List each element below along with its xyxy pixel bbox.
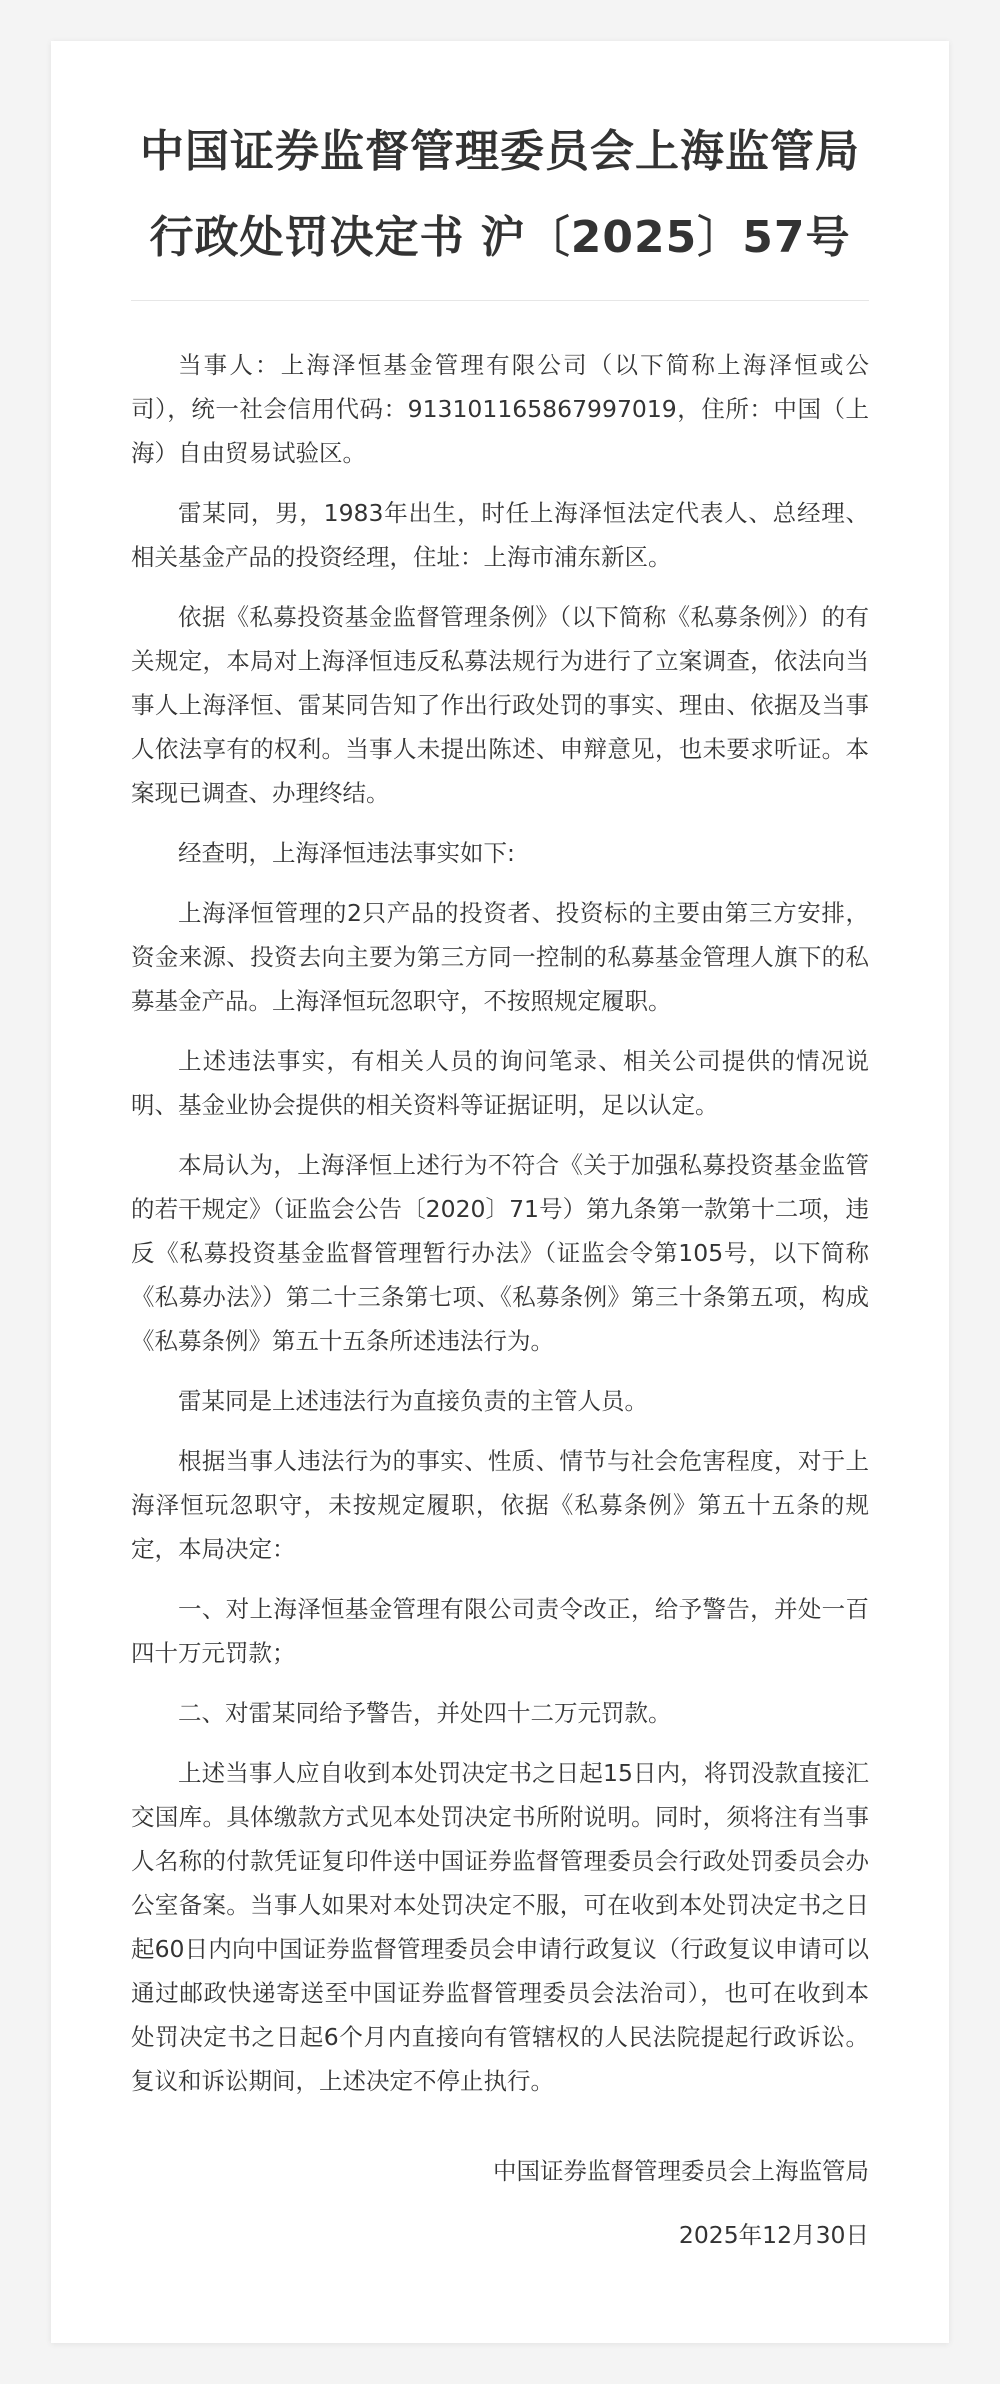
paragraph-person: 雷某同，男，1983年出生，时任上海泽恒法定代表人、总经理、相关基金产品的投资经理，住址：上海市浦东新区。: [131, 499, 869, 571]
paragraph-payment-appeal: 上述当事人应自收到本处罚决定书之日起15日内，将罚没款直接汇交国库。具体缴款方式见本处罚决定书所附说明。同时，须将注有当事人名称的付款凭证复印件送中国证券监督管理委员会行政处罚委员会办公室备案。当事人如果对本处罚决定不服，可在收到本处罚决定书之日起60日内向中国证券监督管理委员会申请行政复议（行政复议申请可以通过邮政快递寄送至中国证券监督管理委员会法治司），也可在收到本处罚决定书之日起6个月内直接向有管辖权的人民法院提起行政诉讼。复议和诉讼期间，上述决定不停止执行。: [131, 1759, 869, 2095]
document-page: [51, 41, 949, 2343]
paragraph-decision-2: 二、对雷某同给予警告，并处四十二万元罚款。: [178, 1699, 672, 1727]
document-title: [131, 109, 869, 281]
document-body: [131, 343, 869, 2103]
issuer-signature: 中国证券监督管理委员会上海监管局: [493, 2157, 869, 2185]
paragraph-findings-intro: 经查明，上海泽恒违法事实如下:: [178, 839, 515, 867]
paragraph-basis: 依据《私募投资基金监督管理条例》（以下简称《私募条例》）的有关规定，本局对上海泽恒违反私募法规行为进行了立案调查，依法向当事人上海泽恒、雷某同告知了作出行政处罚的事实、理由、依据及当事人依法享有的权利。当事人未提出陈述、申辩意见，也未要求听证。本案现已调查、办理终结。: [131, 603, 869, 807]
paragraph-findings: 上海泽恒管理的2只产品的投资者、投资标的主要由第三方安排，资金来源、投资去向主要为第三方同一控制的私募基金管理人旗下的私募基金产品。上海泽恒玩忽职守，不按照规定履职。: [131, 899, 869, 1015]
paragraph-violation: 本局认为，上海泽恒上述行为不符合《关于加强私募投资基金监管的若干规定》（证监会公告〔2020〕71号）第九条第一款第十二项，违反《私募投资基金监督管理暂行办法》（证监会令第105号，以下简称《私募办法》）第二十三条第七项、《私募条例》第三十条第五项，构成《私募条例》第五十五条所述违法行为。: [131, 1151, 869, 1355]
title-divider: [131, 300, 869, 301]
paragraph-responsible-person: 雷某同是上述违法行为直接负责的主管人员。: [178, 1387, 648, 1415]
title-line-2: 行政处罚决定书 沪〔2025〕57号: [149, 212, 851, 263]
issue-date: 2025年12月30日: [678, 2221, 869, 2249]
paragraph-decision-intro: 根据当事人违法行为的事实、性质、情节与社会危害程度，对于上海泽恒玩忽职守，未按规定履职，依据《私募条例》第五十五条的规定，本局决定：: [131, 1447, 869, 1563]
paragraph-party: 当事人：上海泽恒基金管理有限公司（以下简称上海泽恒或公司），统一社会信用代码：913101165867997019，住所：中国（上海）自由贸易试验区。: [131, 351, 869, 467]
paragraph-evidence: 上述违法事实，有相关人员的询问笔录、相关公司提供的情况说明、基金业协会提供的相关资料等证据证明，足以认定。: [131, 1047, 869, 1119]
title-line-1: 中国证券监督管理委员会上海监管局: [140, 126, 860, 177]
paragraph-decision-1: 一、对上海泽恒基金管理有限公司责令改正，给予警告，并处一百四十万元罚款；: [131, 1595, 869, 1667]
